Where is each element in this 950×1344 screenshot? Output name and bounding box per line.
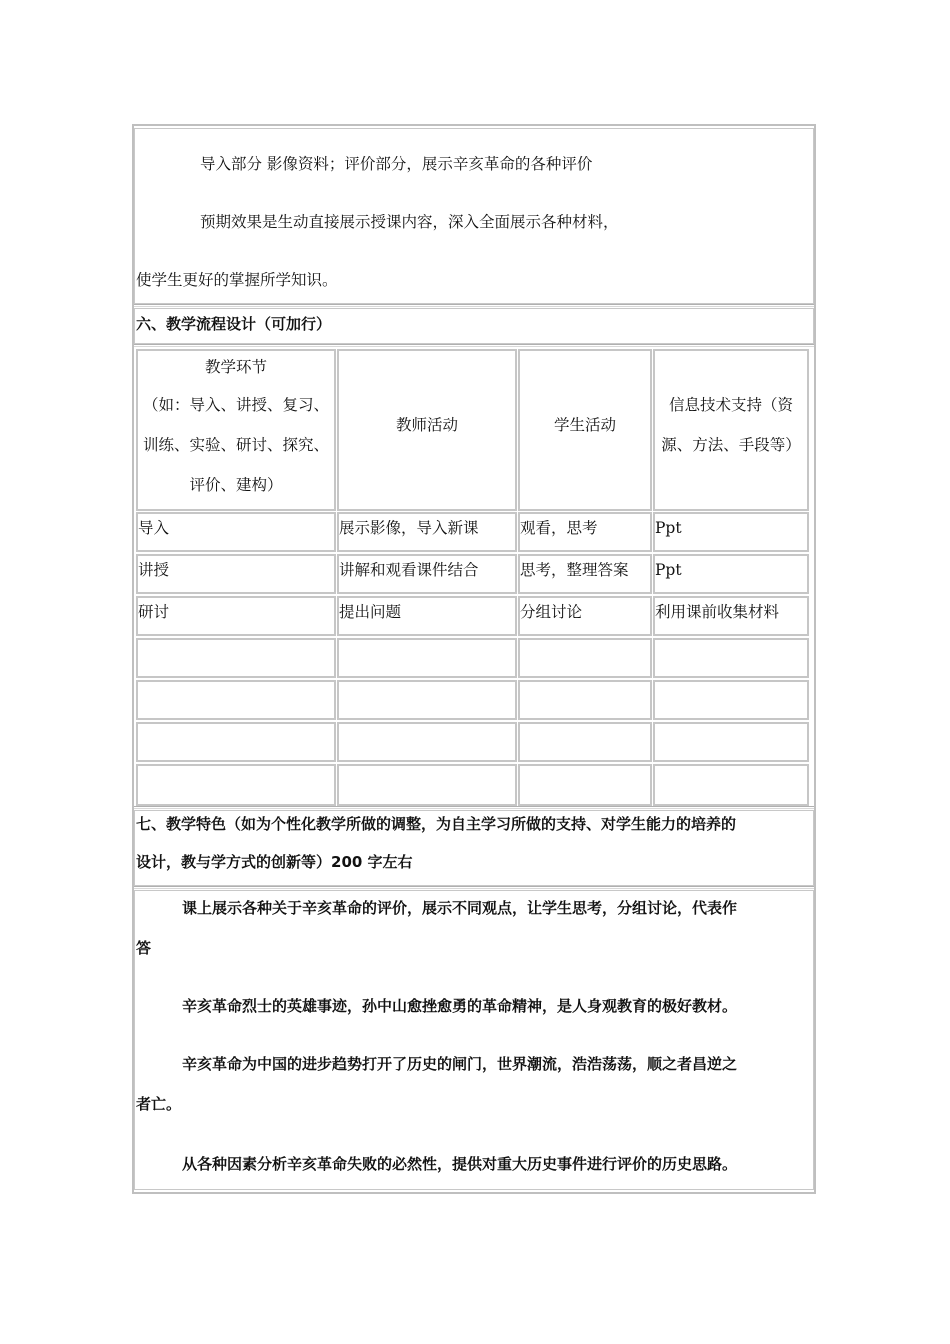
feature-paragraph-2: 辛亥革命烈士的英雄事迹，孙中山愈挫愈勇的革命精神，是人身观教育的极好教材。: [182, 997, 738, 1015]
table-cell-empty: [337, 680, 517, 720]
cell-text: 讲解和观看课件结合: [339, 561, 479, 579]
table-cell-empty: [653, 722, 809, 762]
feature-paragraph-3: 辛亥革命为中国的进步趋势打开了历史的闸门，世界潮流，浩浩荡荡，顺之者昌逆之: [182, 1055, 738, 1073]
table-cell: [653, 554, 809, 594]
header-student: 学生活动: [553, 416, 616, 434]
expected-effect-text-cont: 使学生更好的掌握所学知识。: [136, 271, 338, 289]
feature-paragraph-4: 从各种因素分析辛亥革命失败的必然性，提供对重大历史事件进行评价的历史思路。: [182, 1155, 738, 1173]
section7-title-line2: 设计，教与学方式的创新等）200 字左右: [136, 853, 413, 871]
section7-content-block: [134, 890, 814, 1190]
cell-text: 利用课前收集材料: [655, 603, 780, 621]
media-usage-text: 导入部分 影像资料；评价部分，展示辛亥革命的各种评价: [200, 155, 593, 173]
table-cell-empty: [136, 680, 336, 720]
table-cell: [136, 512, 336, 552]
header-it-line2: 源、方法、手段等）: [661, 436, 801, 454]
divider: [134, 344, 814, 347]
divider: [134, 304, 814, 307]
table-cell: [337, 554, 517, 594]
table-cell-empty: [518, 764, 652, 806]
table-cell: [653, 596, 809, 636]
table-cell-empty: [136, 722, 336, 762]
section7-title-line1: 七、教学特色（如为个性化教学所做的调整，为自主学习所做的支持、对学生能力的培养的: [136, 815, 737, 833]
divider: [134, 886, 814, 889]
table-cell-empty: [518, 680, 652, 720]
header-it-line1: 信息技术支持（资: [668, 396, 793, 414]
cell-text: 提出问题: [339, 603, 402, 621]
header-cell-teacher: [337, 349, 517, 511]
cell-text: 讲授: [138, 561, 170, 579]
header-stage-line2: （如：导入、讲授、复习、: [142, 396, 329, 414]
table-cell-empty: [518, 722, 652, 762]
table-cell-empty: [653, 638, 809, 678]
header-cell-student: [518, 349, 652, 511]
table-cell: [136, 596, 336, 636]
table-cell: [136, 554, 336, 594]
table-cell-empty: [518, 638, 652, 678]
table-cell: [518, 512, 652, 552]
table-cell: [518, 596, 652, 636]
cell-text: 研讨: [138, 603, 170, 621]
section6-title: 六、教学流程设计（可加行）: [136, 315, 332, 333]
cell-text: 思考，整理答案: [520, 561, 629, 579]
table-cell-empty: [337, 764, 517, 806]
table-cell-empty: [337, 638, 517, 678]
table-cell: [337, 596, 517, 636]
table-cell-empty: [136, 764, 336, 806]
feature-paragraph-1: 课上展示各种关于辛亥革命的评价，展示不同观点，让学生思考，分组讨论，代表作: [182, 899, 738, 917]
cell-text: Ppt: [655, 519, 682, 537]
cell-text: Ppt: [655, 561, 682, 579]
header-cell-it-support: [653, 349, 809, 511]
cell-text: 分组讨论: [520, 603, 583, 621]
feature-paragraph-3-cont: 者亡。: [136, 1095, 182, 1113]
header-cell-stage: [136, 349, 336, 511]
table-cell-empty: [136, 638, 336, 678]
table-cell: [653, 512, 809, 552]
table-cell-empty: [653, 764, 809, 806]
feature-paragraph-1-cont: 答: [136, 939, 152, 957]
table-cell-empty: [337, 722, 517, 762]
header-stage-line4: 评价、建构）: [189, 476, 283, 494]
table-cell-empty: [653, 680, 809, 720]
table-cell: [337, 512, 517, 552]
table-cell: [518, 554, 652, 594]
divider: [134, 806, 814, 809]
cell-text: 观看，思考: [520, 519, 598, 537]
expected-effect-text: 预期效果是生动直接展示授课内容，深入全面展示各种材料，: [200, 213, 619, 231]
header-stage-line1: 教学环节: [204, 358, 267, 376]
header-teacher: 教师活动: [395, 416, 458, 434]
header-stage-line3: 训练、实验、研讨、探究、: [142, 436, 329, 454]
cell-text: 展示影像，导入新课: [339, 519, 479, 537]
cell-text: 导入: [138, 519, 170, 537]
